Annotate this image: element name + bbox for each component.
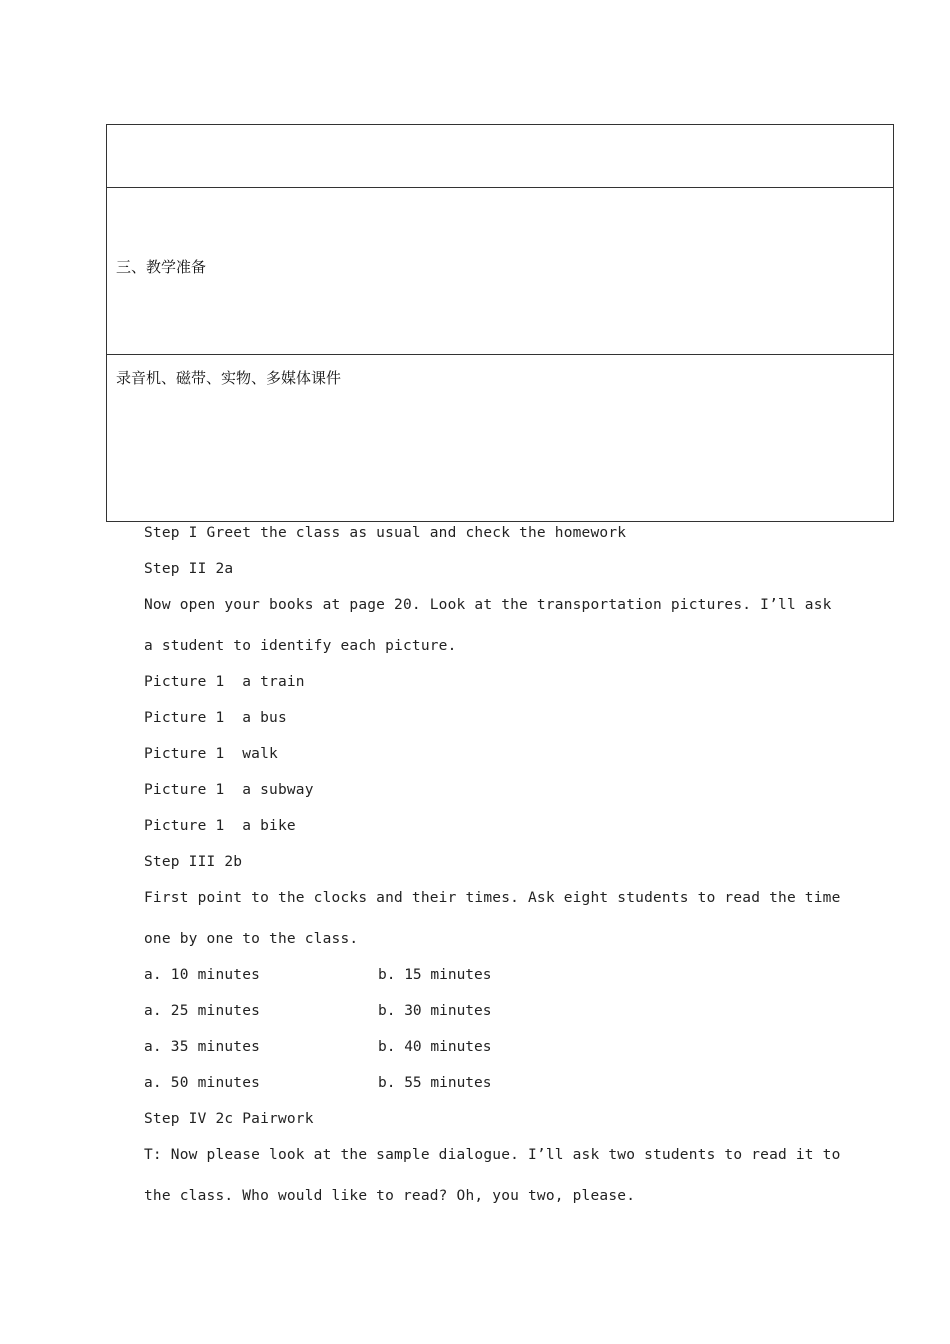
time-option-b: b. 40 minutes xyxy=(378,1039,492,1055)
picture-item: Picture 1 a bike xyxy=(144,818,296,834)
picture-item: Picture 1 a bus xyxy=(144,710,287,726)
paragraph-line: T: Now please look at the sample dialogue. I’ll ask two students to read it to xyxy=(144,1147,841,1163)
table-row-section-heading xyxy=(106,187,894,355)
paragraph-line: the class. Who would like to read? Oh, you two, please. xyxy=(144,1188,636,1204)
time-option-a: a. 50 minutes xyxy=(144,1075,261,1091)
time-option-b: b. 15 minutes xyxy=(378,967,492,983)
step-2: Step II 2a xyxy=(144,561,234,577)
time-option-a: a. 35 minutes xyxy=(144,1039,261,1055)
picture-item: Picture 1 a train xyxy=(144,674,305,690)
picture-item: Picture 1 a subway xyxy=(144,782,314,798)
table-row-materials xyxy=(106,354,894,522)
step-4: Step IV 2c Pairwork xyxy=(144,1111,314,1127)
paragraph-line: one by one to the class. xyxy=(144,931,359,947)
step-1: Step I Greet the class as usual and check the homework xyxy=(144,525,627,541)
time-option-a: a. 25 minutes xyxy=(144,1003,261,1019)
section-heading: 三、教学准备 xyxy=(116,258,207,276)
table-row-empty xyxy=(106,124,894,188)
paragraph-line: First point to the clocks and their times. Ask eight students to read the time xyxy=(144,890,841,906)
time-option-b: b. 30 minutes xyxy=(378,1003,492,1019)
time-option-a: a. 10 minutes xyxy=(144,967,261,983)
paragraph-line: a student to identify each picture. xyxy=(144,638,457,654)
materials-list: 录音机、磁带、实物、多媒体课件 xyxy=(116,369,342,387)
paragraph-line: Now open your books at page 20. Look at the transportation pictures. I’ll ask xyxy=(144,597,832,613)
picture-item: Picture 1 walk xyxy=(144,746,278,762)
step-3: Step III 2b xyxy=(144,854,243,870)
time-option-b: b. 55 minutes xyxy=(378,1075,492,1091)
